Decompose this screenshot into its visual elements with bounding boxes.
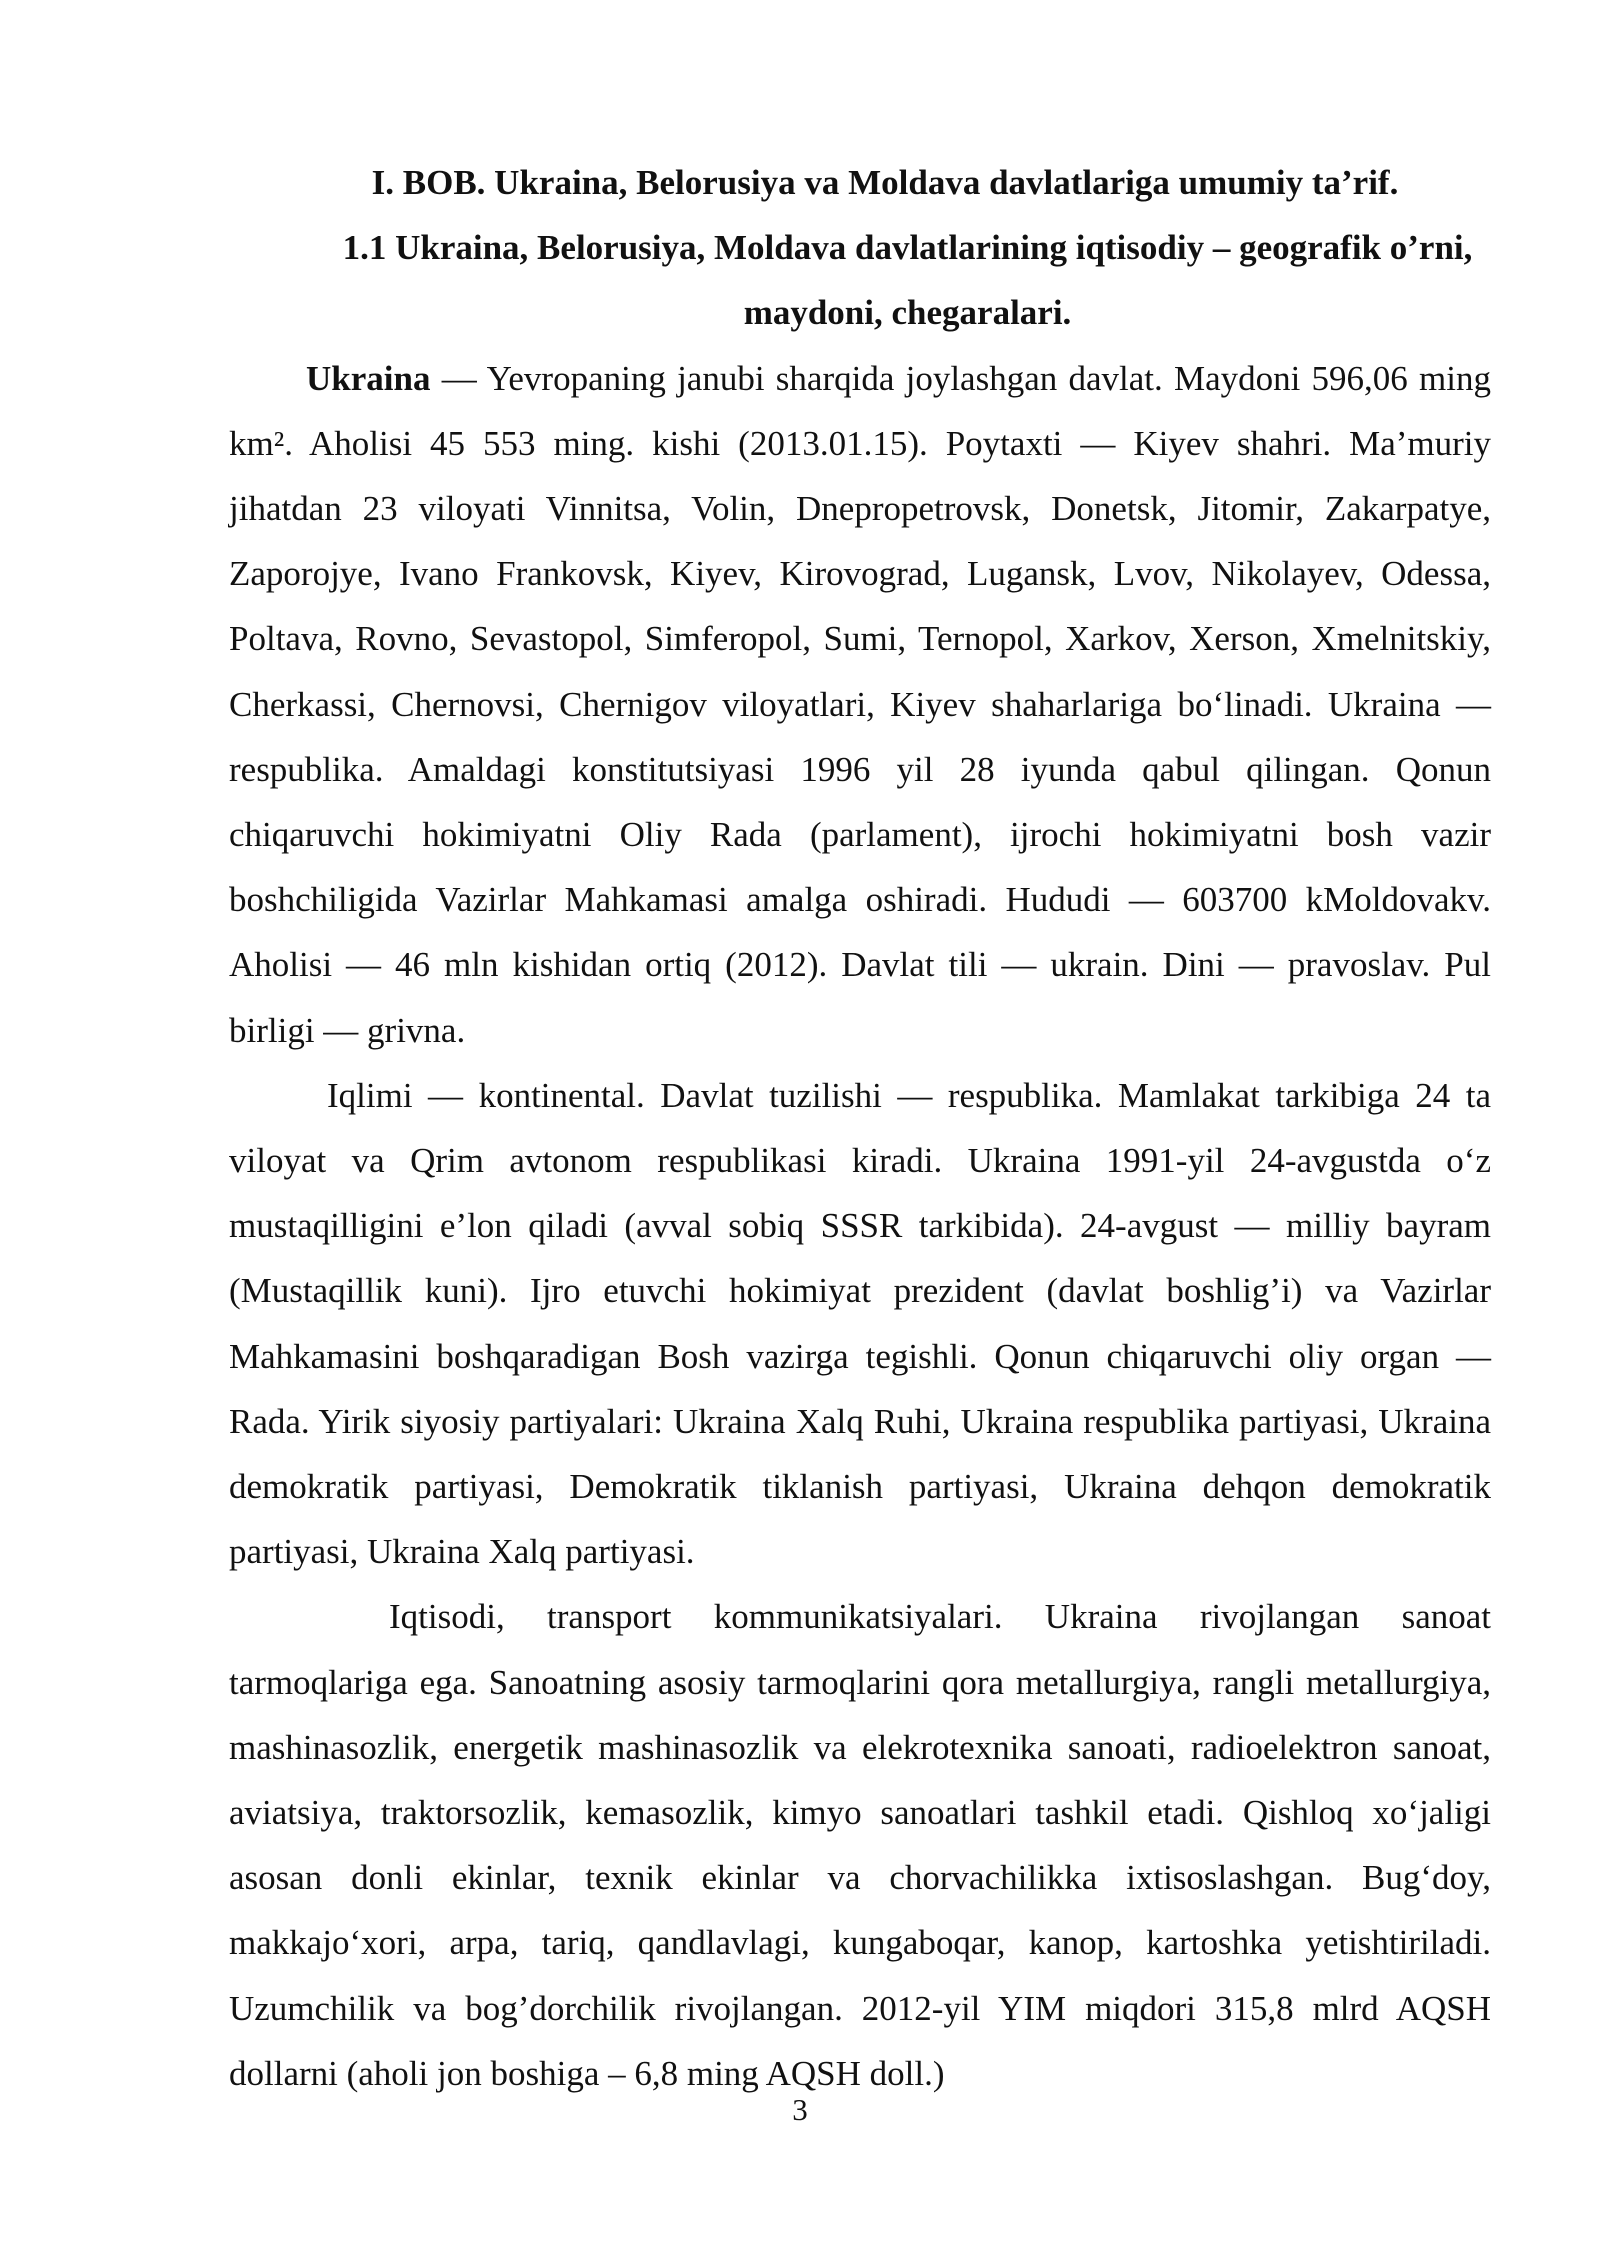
paragraph-2: Iqlimi — kontinental. Davlat tuzilishi — respublika. Mamlakat tarkibiga 24 ta viloyat va Qrim avtonom respublikasi kiradi. Ukraina 1991-yil 24-avgustda o‘z mustaqilligini e’lon qiladi (avval sobiq SSSR tarkibida). 24-avgust — milliy bayram (Mustaqillik kuni). Ijro etuvchi hokimiyat prezident (davlat boshlig’i) va Vazirlar Mahkamasini boshqaradigan Bosh vazirga tegishli. Qonun chiqaruvchi oliy organ — Rada. Yirik siyosiy partiyalari: Ukraina Xalq Ruhi, Ukraina respublika partiyasi, Ukraina demokratik partiyasi, Demokratik tiklanish partiyasi, Ukraina dehqon demokratik partiyasi, Ukraina Xalq partiyasi. [229,1075,1491,1572]
page-content [229,150,1491,2106]
paragraph-1-text: — Yevropaning janubi sharqida joylashgan davlat. Maydoni 596,06 ming km². Aholisi 45 553 ming. kishi (2013.01.15). Poytaxti — Kiyev shahri. Ma’muriy jihatdan 23 viloyati Vinnitsa, Volin, Dnepropetrovsk, Donetsk, Jitomir, Zakarpatye, Zaporojye, Ivano Frankovsk, Kiyev, Kirovograd, Lugansk, Lvov, Nikolayev, Odessa, Poltava, Rovno, Sevastopol, Simferopol, Sumi, Ternopol, Xarkov, Xerson, Xmelnitskiy, Cherkassi, Chernovsi, Chernigov viloyatlari, Kiyev shaharlariga bo‘linadi. Ukraina — respublika. Amaldagi konstitutsiyasi 1996 yil 28 iyunda qabul qilingan. Qonun chiqaruvchi hokimiyatni Oliy Rada (parlament), ijrochi hokimiyatni bosh vazir boshchiligida Vazirlar Mahkamasi amalga oshiradi. Hududi — 603700 kMoldovakv. Aholisi — 46 mln kishidan ortiq (2012). Davlat tili — ukrain. Dini — pravoslav. Pul birligi — grivna. [229,358,1491,1050]
chapter-heading: I. BOB. Ukraina, Belorusiya va Moldava davlatlariga umumiy ta’rif. [371,163,1399,202]
paragraph-1-lead: Ukraina [306,358,431,398]
section-heading: 1.1 Ukraina, Belorusiya, Moldava davlatlarining iqtisodiy – geografik o’rni, maydoni, chegaralari. [342,228,1473,333]
page-number: 3 [792,2092,808,2127]
paragraph-1 [229,346,1491,1063]
paragraph-3: Iqtisodi, transport kommunikatsiyalari. Ukraina rivojlangan sanoat tarmoqlariga ega. Sanoatning asosiy tarmoqlarini qora metallurgiya, rangli metallurgiya, mashinasozlik, energetik mashinasozlik va elekrotexnika sanoati, radioelektron sanoat, aviatsiya, traktorsozlik, kemasozlik, kimyo sanoatlari tashkil etadi. Qishloq xo‘jaligi asosan donli ekinlar, texnik ekinlar va chorvachilikka ixtisoslashgan. Bug‘doy, makkajo‘xori, arpa, tariq, qandlavlagi, kungaboqar, kanop, kartoshka yetishtiriladi. Uzumchilik va bog’dorchilik rivojlangan. 2012-yil YIM miqdori 315,8 mlrd AQSH dollarni (aholi jon boshiga – 6,8 ming AQSH doll.) [229,1597,1491,2093]
